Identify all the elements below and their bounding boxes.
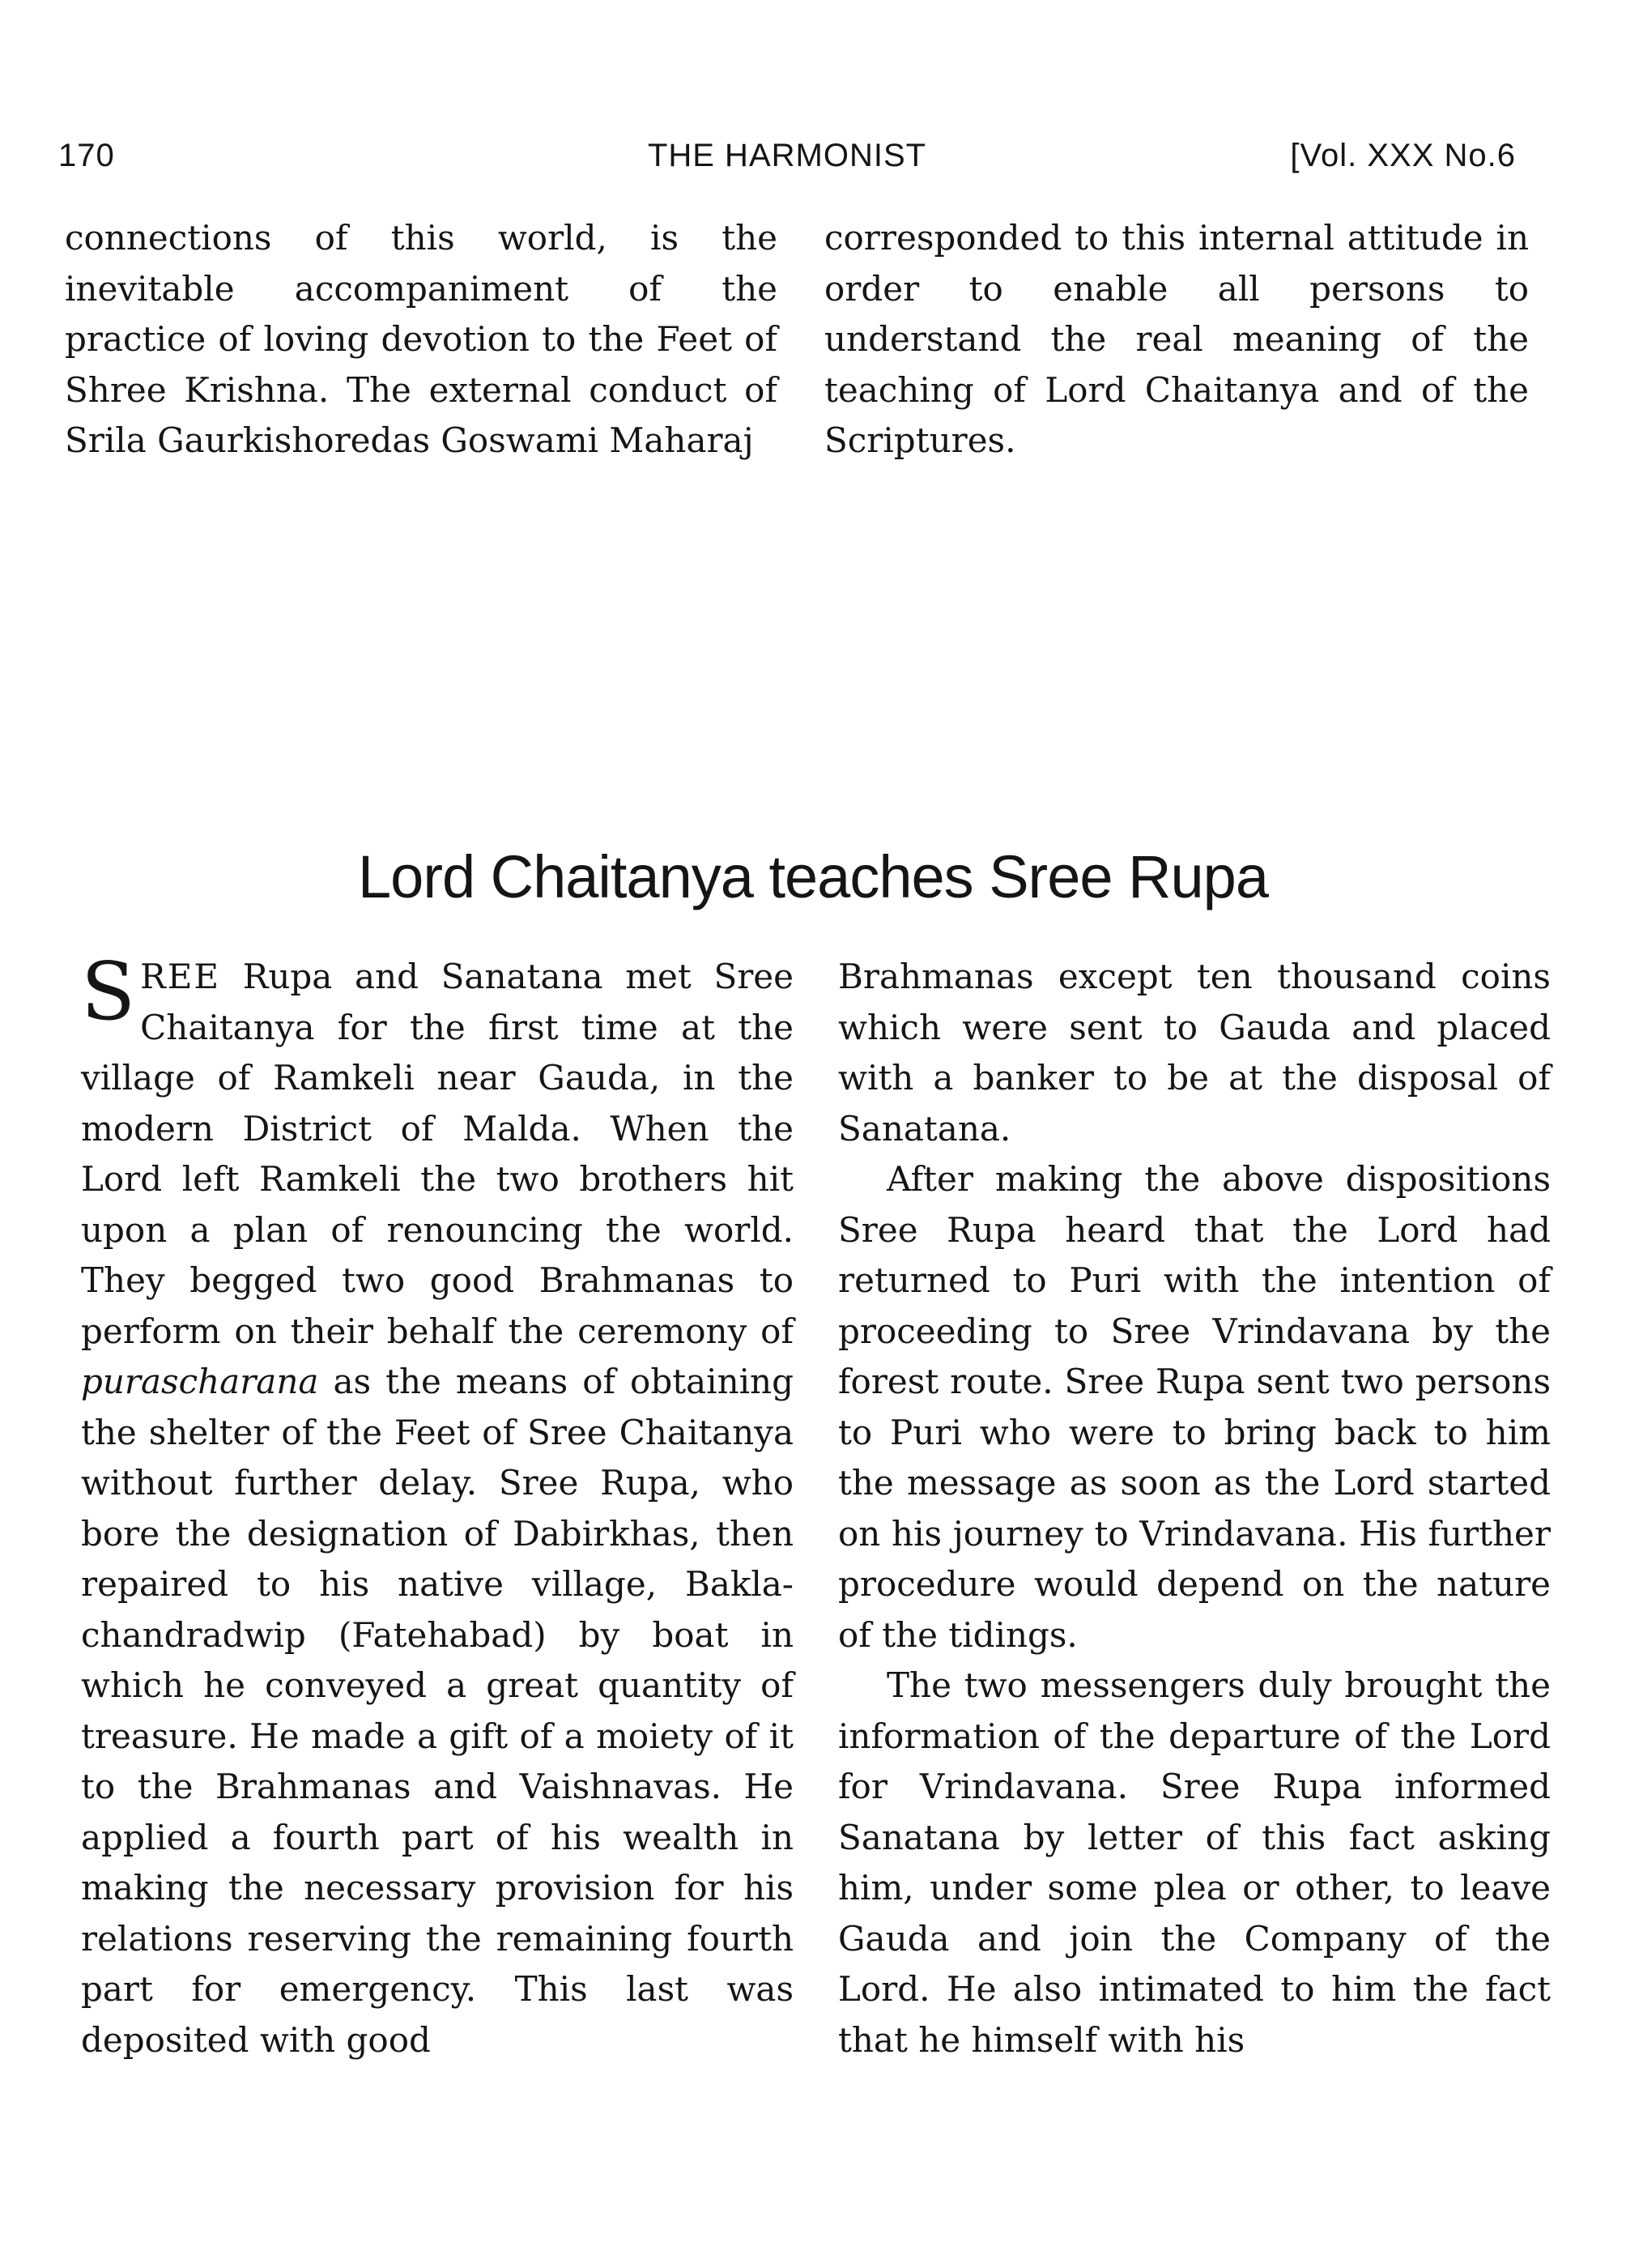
- article-right-column: [838, 952, 1551, 2066]
- article-paragraph-1: [81, 946, 794, 2066]
- running-header: [58, 138, 1516, 186]
- article-title: Lord Chaitanya teaches Sree Rupa: [358, 843, 1268, 910]
- previous-article-left-column: [65, 213, 777, 467]
- journal-title: THE HARMONIST: [647, 138, 927, 173]
- opening-caps: REE: [140, 957, 221, 996]
- paragraph-1-text-a: Rupa and Sanatana met Sree Chaitanya for the first time at the village of Ramkeli near Gauda, in the modern District of Malda. When the Lord left Ramkeli the two brothers hit upon a plan of renouncing the world. They begged two good Brahmanas to perform on their behalf the ceremony of: [81, 957, 794, 1351]
- page-number: 170: [58, 138, 115, 173]
- article-paragraph-3: The two messengers duly brought the information of the departure of the Lord for Vrindavana. Sree Rupa informed Sanatana by letter of this fact asking him, under some plea or other, to leave Gauda and join the Company of the Lord. He also intimated to him the fact that he himself with his: [838, 1665, 1551, 2060]
- previous-article-right-text: corresponded to this internal attitude in order to enable all persons to understand the real meaning of the teaching of Lord Chaitanya and of the Scriptures.: [824, 218, 1529, 460]
- article-left-column: [81, 946, 794, 2066]
- article-paragraph-continued: Brahmanas except ten thousand coins which were sent to Gauda and placed with a banker to be at the disposal of Sanatana.: [838, 957, 1551, 1149]
- volume-number: [Vol. XXX No.6: [1290, 138, 1516, 173]
- previous-article-left-text: connections of this world, is the inevitable accompaniment of the practice of loving devotion to the Feet of Shree Krishna. The external conduct of Srila Gaurkishoredas Goswami Maharaj: [65, 218, 777, 460]
- paragraph-1-text-b: as the means of obtaining the shelter of the Feet of Sree Chaitanya without further delay. Sree Rupa, who bore the designation of Dabirkhas, then repaired to his native village, Bakla-chandradwip (Fatehabad) by boat in which he conveyed a great quantity of treasure. He made a gift of a moiety of it to the Brahmanas and Vaishnavas. He applied a fourth part of his wealth in making the necessary provision for his relations reserving the remaining fourth part for emergency. This last was deposited with good: [81, 1362, 794, 2060]
- article-paragraph-2: After making the above dispositions Sree Rupa heard that the Lord had returned to Puri with the intention of proceeding to Sree Vrindavana by the forest route. Sree Rupa sent two persons to Puri who were to bring back to him the message as soon as the Lord started on his journey to Vrindavana. His further procedure would depend on the nature of the tidings.: [838, 1159, 1551, 1655]
- drop-cap: S: [81, 946, 136, 1038]
- previous-article-right-column: [824, 213, 1529, 467]
- italic-term: purascharana: [81, 1362, 319, 1401]
